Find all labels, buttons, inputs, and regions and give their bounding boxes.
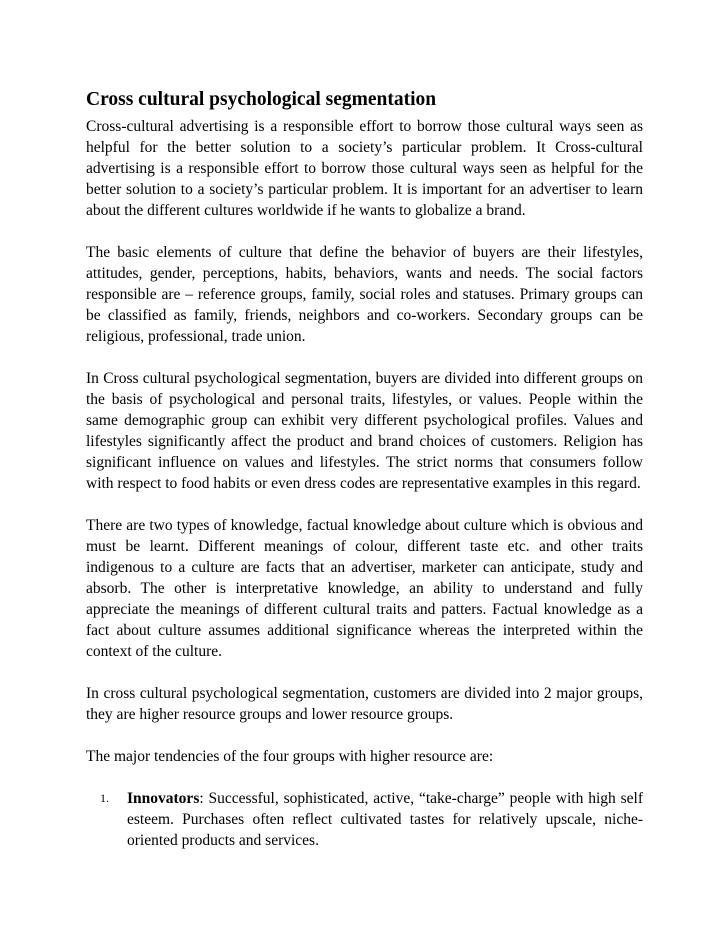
list-item-term: Innovators [127, 790, 200, 807]
list-item [86, 788, 643, 851]
paragraph-knowledge-types: There are two types of knowledge, factual knowledge about culture which is obvious and must be learnt. Different meanings of colour, different taste etc. and other traits indigenous to a culture are facts that an advertiser, marketer can anticipate, study and absorb. The other is interpretative knowledge, an ability to understand and fully appreciate the meanings of different cultural traits and patters. Factual knowledge as a fact about culture assumes additional significance whereas the interpreted within the context of the culture. [86, 517, 643, 660]
document-page [86, 88, 643, 851]
list-item-text: : Successful, sophisticated, active, “take-charge” people with high self esteem. Purchases often reflect cultivated tastes for relatively upscale, niche-oriented products and services. [127, 790, 643, 849]
paragraph-resource-groups: In cross cultural psychological segmentation, customers are divided into 2 major groups, they are higher resource groups and lower resource groups. [86, 685, 643, 723]
paragraph-list-intro: The major tendencies of the four groups with higher resource are: [86, 748, 494, 765]
document-title: Cross cultural psychological segmentation [86, 89, 437, 110]
paragraph-culture-elements: The basic elements of culture that define the behavior of buyers are their lifestyles, attitudes, gender, perceptions, habits, behaviors, wants and needs. The social factors responsible are – reference groups, family, social roles and statuses. Primary groups can be classified as family, friends, neighbors and co-workers. Secondary groups can be religious, professional, trade union. [86, 244, 643, 345]
paragraph-segmentation: In Cross cultural psychological segmentation, buyers are divided into different groups on the basis of psychological and personal traits, lifestyles, or values. People within the same demographic group can exhibit very different psychological profiles. Values and lifestyles significantly affect the product and brand choices of customers. Religion has significant influence on values and lifestyles. The strict norms that consumers follow with respect to food habits or even dress codes are representative examples in this regard. [86, 370, 643, 492]
numbered-list [86, 788, 643, 851]
paragraph-intro: Cross-cultural advertising is a responsible effort to borrow those cultural ways seen as helpful for the better solution to a society’s particular problem. It Cross-cultural advertising is a responsible effort to borrow those cultural ways seen as helpful for the better solution to a society’s particular problem. It is important for an advertiser to learn about the different cultures worldwide if he wants to globalize a brand. [86, 118, 643, 219]
list-item-number: 1. [100, 791, 109, 805]
